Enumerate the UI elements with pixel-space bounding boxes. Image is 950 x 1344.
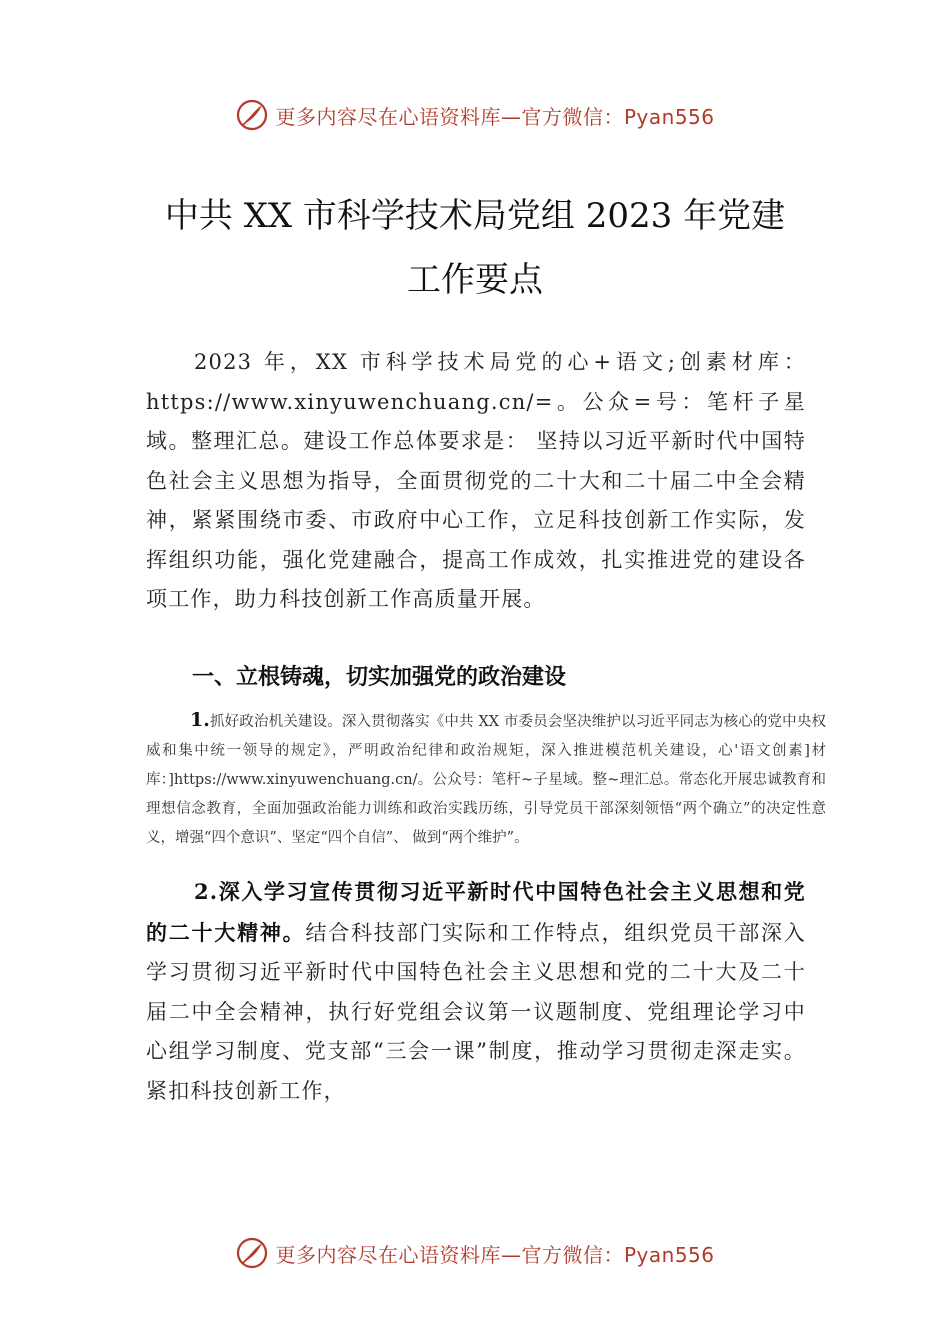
wechat-id: Pyan556 [623,104,715,129]
item-2-heading: 2.深入学习宣传贯彻习近平新时代中国特色社会主义思想和党的二十大精神。 [146,879,806,945]
item-1-paragraph [146,706,826,853]
header-banner [0,95,950,135]
page-title-line2: 工作要点 [407,260,543,300]
quill-logo-icon [235,98,269,132]
wechat-id: Pyan556 [623,1242,715,1267]
section-heading-1: 一、立根铸魂，切实加强党的政治建设 [192,665,567,690]
item-2-text: 结合科技部门实际和工作特点，组织党员干部深入学习贯彻习近平新时代中国特色社会主义思想和党的二十大及二十届二中全会精神，执行好党组会议第一议题制度、党组理论学习中心组学习制度、党支部“三会一课”制度，推动学习贯彻走深走实。紧扣科技创新工作， [146,920,806,1103]
page-title-line1: 中共 XX 市科学技术局党组 2023 年党建 [164,196,786,236]
item-1-text: 抓好政治机关建设。深入贯彻落实《中共 XX 市委员会坚决维护以习近平同志为核心的党中央权威和集中统一领导的规定》，严明政治纪律和政治规矩，深入推进模范机关建设，心'语文创素]材库：]https://www.xinyuwenchuang.cn/。公众号：笔杆~子星域。整~理汇总。常态化开展忠诚教育和理想信念教育，全面加强政治能力训练和政治实践历练，引导党员干部深刻领悟“两个确立”的决定性意义，增强“四个意识”、坚定“四个自信”、 做到“两个维护”。 [146,714,826,846]
quill-logo-icon [235,1236,269,1270]
banner-text: 更多内容尽在心语资料库—官方微信：Pyan556 [275,104,715,129]
item-1-number: 1. [190,709,210,731]
intro-paragraph: 2023 年，XX 市科学技术局党的心+语文;创素材库：https://www.xinyuwenchuang.cn/=。公众=号：笔杆子星域。整理汇总。建设工作总体要求是： 坚持以习近平新时代中国特色社会主义思想为指导，全面贯彻党的二十大和二十届二中全会精神，紧紧围绕市委、市政府中心工作，立足科技创新工作实际，发挥组织功能，强化党建融合，提高工作成效，扎实推进党的建设各项工作，助力科技创新工作高质量开展。 [146,350,806,611]
banner-text: 更多内容尽在心语资料库—官方微信：Pyan556 [275,1242,715,1267]
item-2-paragraph [146,872,806,1111]
footer-banner [0,1233,950,1273]
